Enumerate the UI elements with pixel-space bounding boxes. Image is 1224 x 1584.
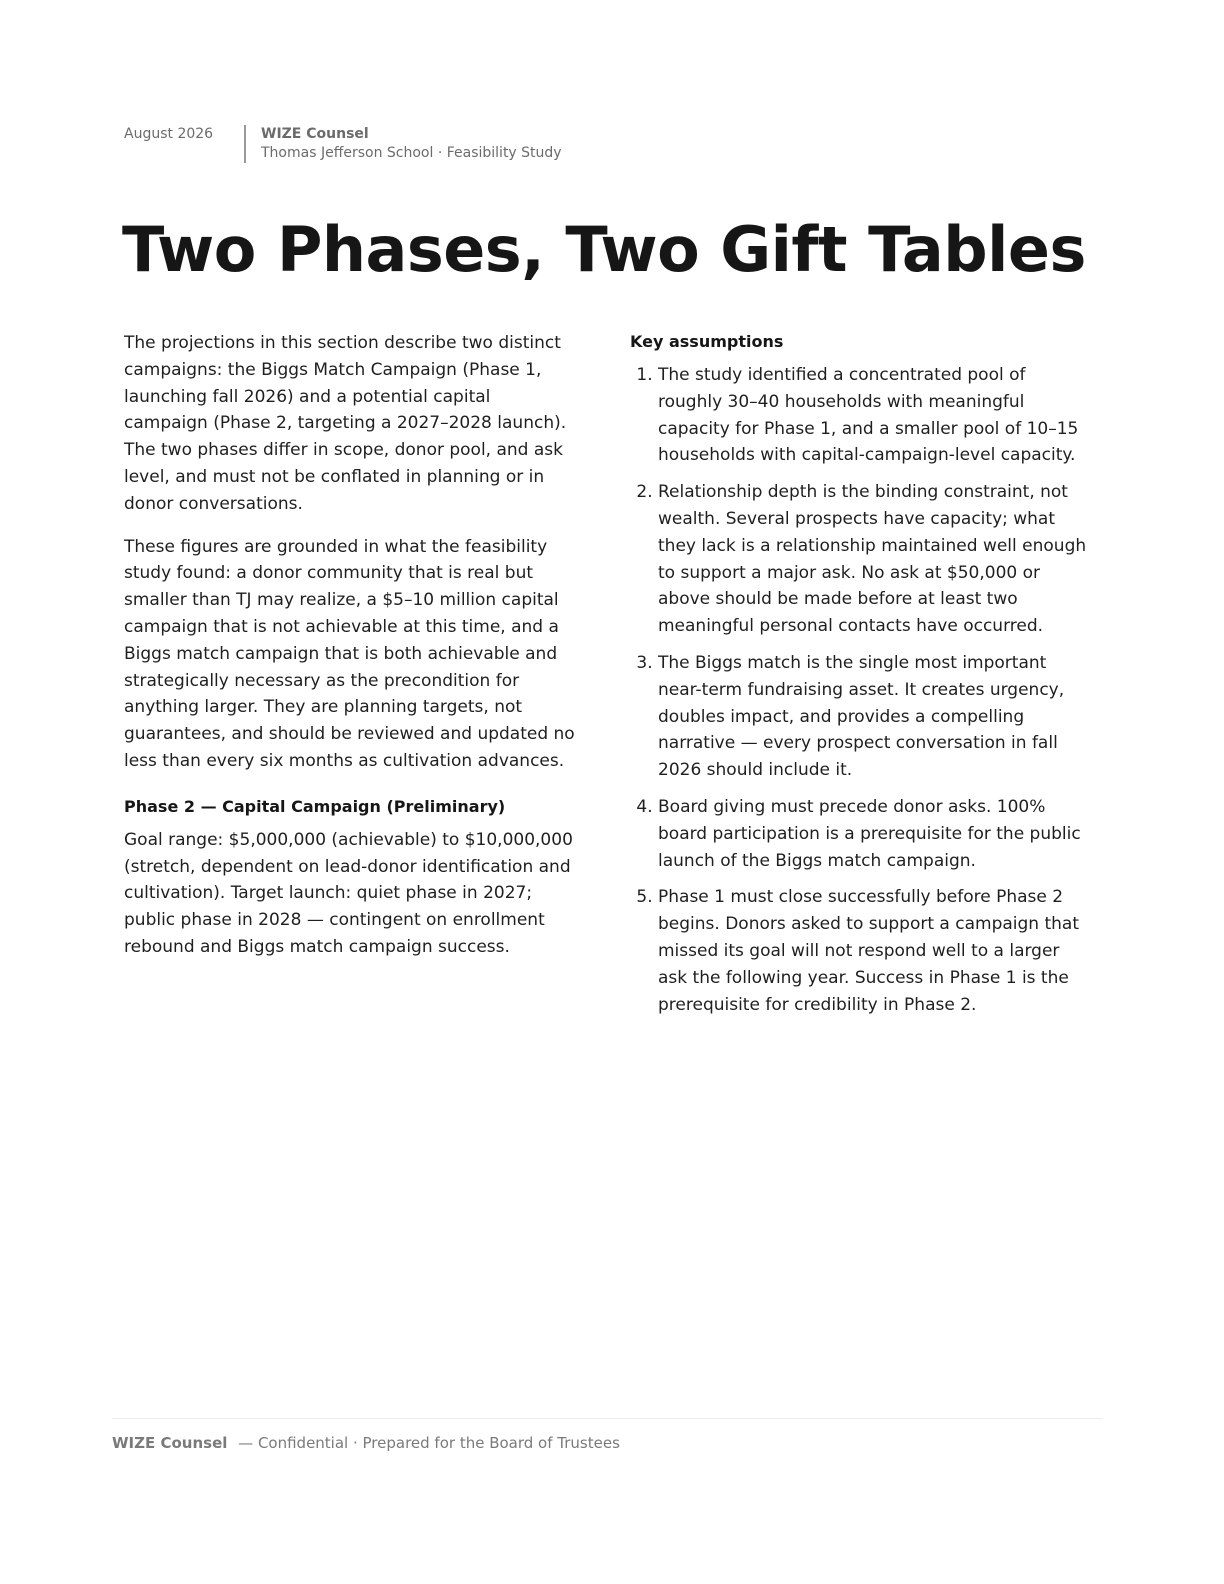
page-footer	[112, 1432, 620, 1454]
intro-paragraph: The projections in this section describe two distinct campaigns: the Biggs Match Campaign (Phase 1, launching fall 2026) and a potential capital campaign (Phase 2, targeting a 2027–2028 launch). The two phases differ in scope, donor pool, and ask level, and must not be conflated in planning or in donor conversations.	[124, 333, 567, 514]
header-document: Thomas Jefferson School · Feasibility Study	[261, 145, 562, 161]
assumptions-list	[630, 362, 1090, 1018]
right-column	[630, 330, 1090, 1028]
page-title: Two Phases, Two Gift Tables	[122, 213, 1086, 286]
header-org: WIZE Counsel	[261, 126, 369, 142]
header-date: August 2026	[124, 126, 214, 142]
key-assumptions-heading: Key assumptions	[630, 332, 784, 351]
footer-divider	[112, 1418, 1102, 1419]
footer-text: — Confidential · Prepared for the Board of Trustees	[238, 1434, 620, 1452]
assumption-item: 1. The study identified a concentrated pool of roughly 30–40 households with meaningful capacity for Phase 1, and a smaller pool of 10–15 households with capital-campaign-level capacity.	[658, 362, 1090, 469]
assumption-item: 2. Relationship depth is the binding constraint, not wealth. Several prospects have capacity; what they lack is a relationship maintained well enough to support a major ask. No ask at $50,000 or above should be made before at least two meaningful personal contacts have occurred.	[658, 479, 1090, 640]
assumption-item: 4. Board giving must precede donor asks. 100% board participation is a prerequisite for the public launch of the Biggs match campaign.	[658, 794, 1090, 874]
assumption-item: 5. Phase 1 must close successfully before Phase 2 begins. Donors asked to support a campaign that missed its goal will not respond well to a larger ask the following year. Success in Phase 1 is the prerequisite for credibility in Phase 2.	[658, 884, 1090, 1018]
findings-paragraph: These figures are grounded in what the feasibility study found: a donor community that is real but smaller than TJ may realize, a $5–10 million capital campaign that is not achievable at this time, and a Biggs match campaign that is both achievable and strategically necessary as the precondition for anything larger. They are planning targets, not guarantees, and should be reviewed and updated no less than every six months as cultivation advances.	[124, 536, 575, 771]
assumption-item: 3. The Biggs match is the single most important near-term fundraising asset. It creates urgency, doubles impact, and provides a compelling narrative — every prospect conversation in fall 2026 should include it.	[658, 650, 1090, 784]
phase2-paragraph: Goal range: $5,000,000 (achievable) to $10,000,000 (stretch, dependent on lead-donor identification and cultivation). Target launch: quiet phase in 2027; public phase in 2028 — contingent on enrollment rebound and Biggs match campaign success.	[124, 829, 573, 957]
left-column	[124, 330, 576, 977]
phase2-heading: Phase 2 — Capital Campaign (Preliminary)	[124, 796, 506, 816]
footer-org: WIZE Counsel	[112, 1434, 228, 1452]
page-header	[124, 124, 562, 163]
header-divider	[244, 125, 246, 163]
header-meta	[261, 124, 562, 163]
